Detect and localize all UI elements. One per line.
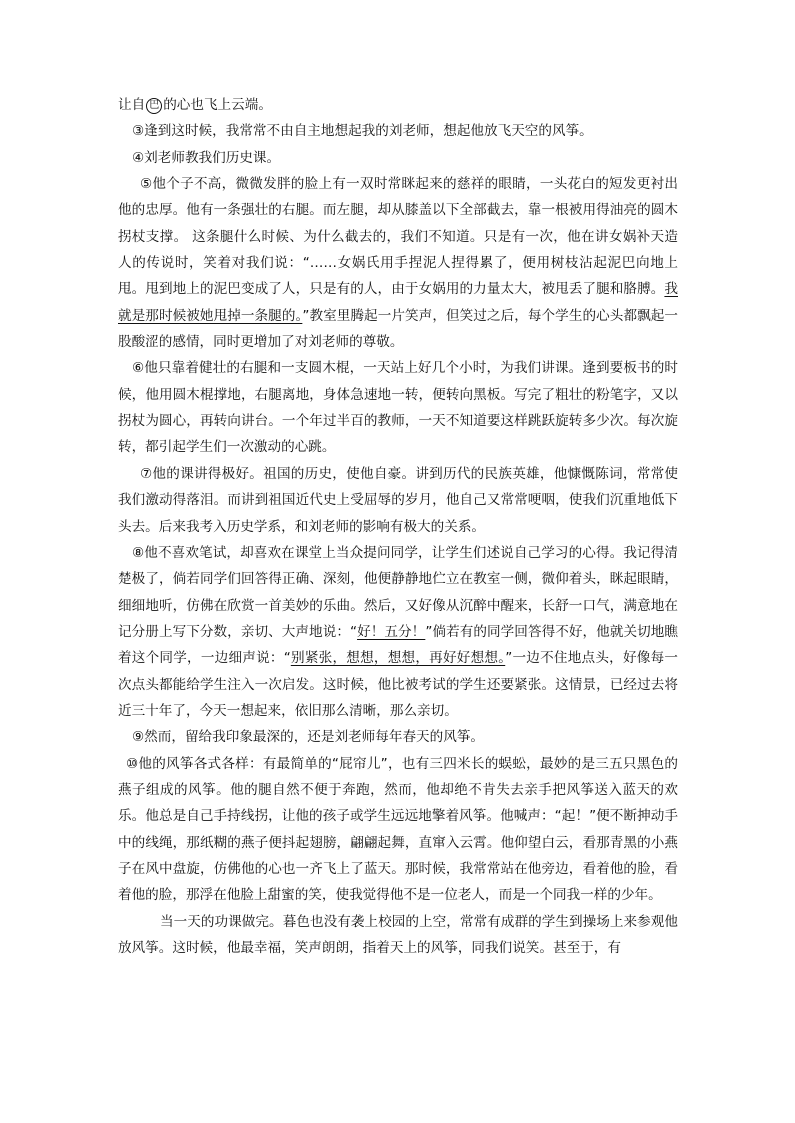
paragraph-9: ⑨然而，留给我印象最深的，还是刘老师每年春天的风筝。 xyxy=(132,729,485,746)
text-run: ⑤他个子不高，微微发胖的脸上有一双时常眯起来的慈祥的眼睛，一头花白的短发更衬出他的忠厚。他有一条强壮的右腿。而左腿，却从膝盖以下全部截去，靠一根被用得油亮的圆木拐杖支撑。 这条腿什么时候、为什么截去的，我们不知道。只是有一次，他在讲女娲补天造人的传说时，笑着对我们说：“……女娲氏用手捏泥人捏得累了，便用树枝沾起泥巴向地上甩。甩到地上的泥巴变成了人，只是有的人，由于女娲用的力量太大，被甩丢了腿和胳膊。 xyxy=(118,176,678,298)
underlined-quote: 别紧张，想想，想想，再好好想想。 xyxy=(290,650,506,667)
text-run: ”教室里腾起一片笑声，但笑过之后，每个学生的心头都飘起一股酸涩的感情，同时更增加了对刘老师的尊敬。 xyxy=(118,307,679,351)
paragraph-3: ③逢到这时候，我常常不由自主地想起我的刘老师，想起他放飞天空的风筝。 xyxy=(132,123,593,140)
paragraph-7: ⑦他的课讲得极好。祖国的历史，使他自豪。讲到历代的民族英雄，他慷慨陈词，常常使我们激动得落泪。而讲到祖国近代史上受屈辱的岁月，他自己又常常哽咽，使我们沉重地低下头去。后来我考入历史学系，和刘老师的影响有极大的关系。 xyxy=(118,465,678,535)
text-run: ”倘若有的同学回答得不好，他就关切地瞧着这个同学，一边细声说：“ xyxy=(118,623,679,667)
text-run: ⑧他不喜欢笔试，却喜欢在课堂上当众提问同学，让学生们述说自己学习的心得。我记得清楚极了，倘若同学们回答得正确、深刻，他便静静地伫立在教室一侧，微仰着头，眯起眼睛，细细地听，仿佛在欣赏一首美妙的乐曲。然后，又好像从沉醉中醒来，长舒一口气，满意地在记分册上写下分数，亲切、大声地说：“ xyxy=(118,544,678,640)
paragraph-6: ⑥他只靠着健壮的右腿和一支圆木棍，一天站上好几个小时，为我们讲课。逢到要板书的时候，他用圆木棍撑地，右腿离地，身体急速地一转，便转向黑板。写完了粗壮的粉笔字，又以拐杖为圆心，再转向讲台。一个年过半百的教师，一天不知道要这样跳跃旋转多少次。每次旋转，都引起学生们一次激动的心跳。 xyxy=(118,360,678,456)
circled-char: 巴 xyxy=(146,98,162,114)
paragraph-8 xyxy=(118,540,678,724)
paragraph-11: 当一天的功课做完。暮色也没有袭上校园的上空，常常有成群的学生到操场上来参观他放风筝。这时候，他最幸福，笑声朗朗，指着天上的风筝，同我们说笑。甚至于，有 xyxy=(118,913,678,956)
text-run: 让自 xyxy=(118,97,146,113)
paragraph-10: ⑩他的风筝各式各样：有最简单的“屁帘儿”，也有三四米长的蜈蚣，最妙的是三五只黑色的燕子组成的风筝。他的腿自然不便于奔跑，然而，他却绝不肯失去亲手把风筝送入蓝天的欢乐。他总是自己手持线拐，让他的孩子或学生远远地擎着风筝。他喊声：“起！”便不断抻动手中的线绳，那纸糊的燕子便抖起翅膀，翩翩起舞，直窜入云霄。他仰望白云，看那青黑的小燕子在风中盘旋，仿佛他的心也一齐飞上了蓝天。那时候，我常常站在他旁边，看着他的脸，看着他的脸，那浮在他脸上甜蜜的笑，使我觉得他不是一位老人，而是一个同我一样的少年。 xyxy=(118,755,678,904)
text-run: ”一边不住地点头，好像每一次点头都能给学生注入一次启发。这时候，他比被考试的学生还要紧张。这情景，已经过去将近三十年了，今天一想起来，依旧那么清晰，那么亲切。 xyxy=(118,650,679,719)
underlined-sentence: 我就是那时候被她甩掉一条腿的。 xyxy=(118,281,678,324)
underlined-quote: 好！五分！ xyxy=(357,623,426,640)
paragraph-2-tail xyxy=(118,92,678,118)
paragraph-5 xyxy=(118,171,678,355)
document-body xyxy=(118,92,678,961)
text-run: 的心也飞上云端。 xyxy=(163,97,272,113)
paragraph-4: ④刘老师教我们历史课。 xyxy=(132,149,281,166)
